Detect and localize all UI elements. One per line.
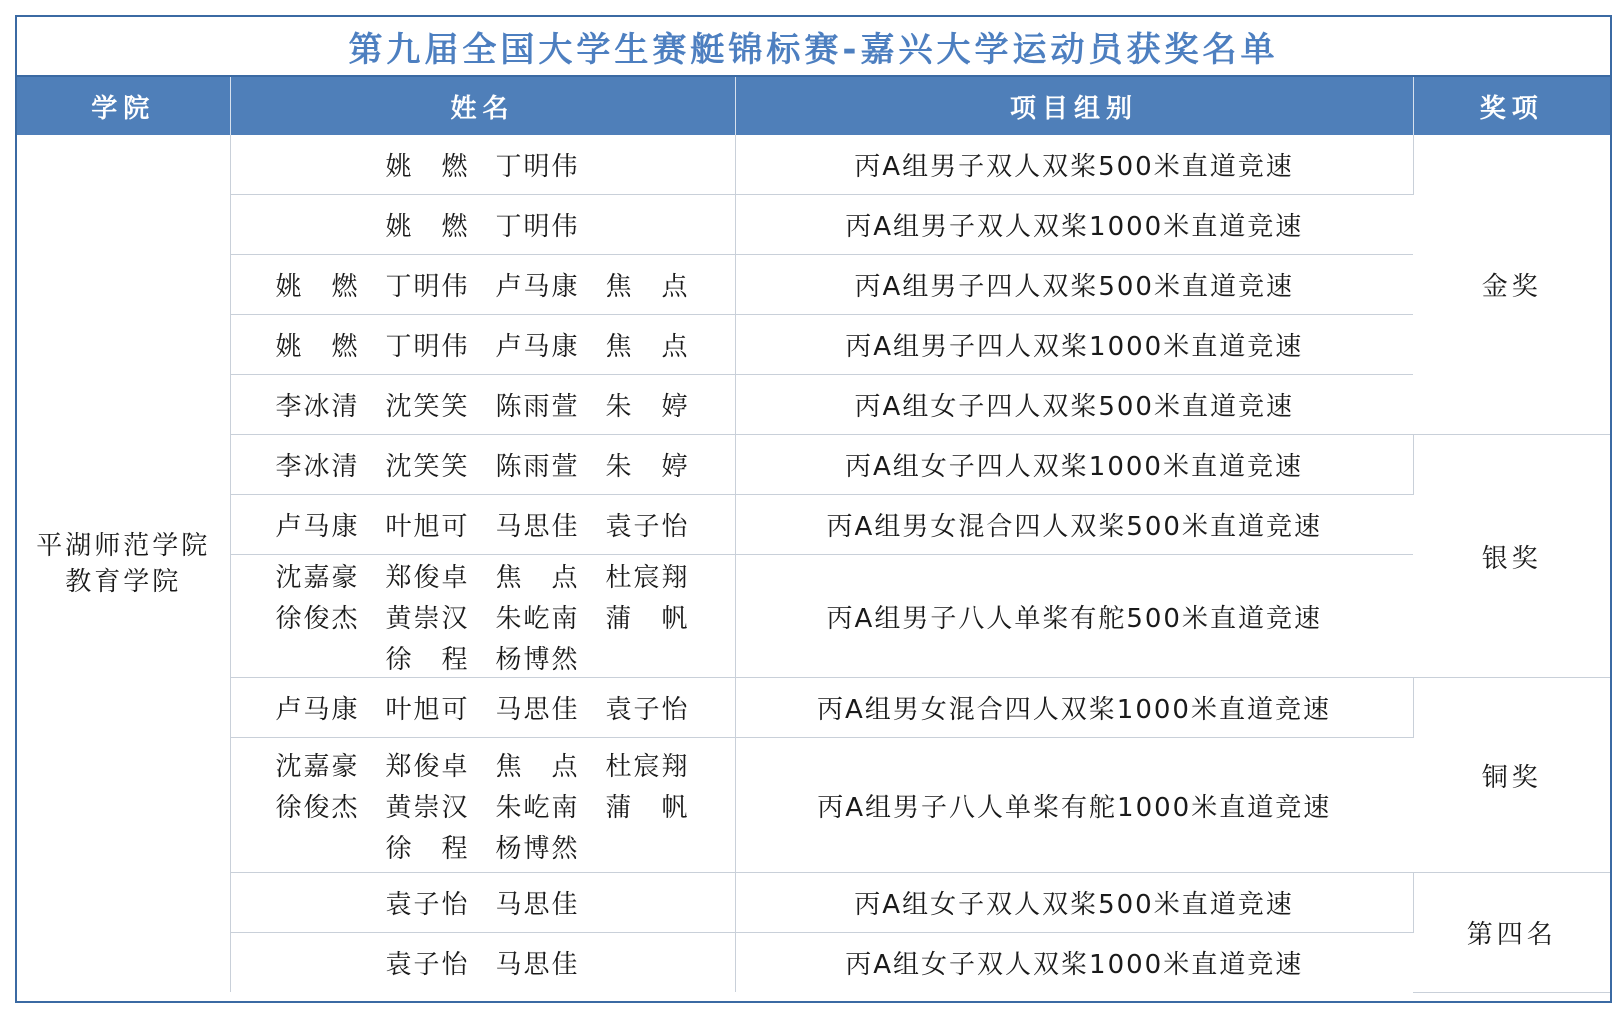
athlete-name: 姚 燃 [385,212,470,242]
athlete-name-line [385,828,579,865]
table-row [17,255,1610,315]
athlete-names [275,746,689,865]
event-cell: 丙A组男子四人双桨1000米直道竞速 [735,315,1413,375]
athlete-name: 姚 燃 [275,332,360,362]
athlete-name-line [385,884,579,921]
athlete-name: 丁明伟 [495,152,580,182]
event-cell: 丙A组女子四人双桨500米直道竞速 [735,375,1413,435]
names-cell [230,255,735,315]
athlete-names [275,386,689,423]
event-cell: 丙A组女子双人双桨1000米直道竞速 [845,950,1304,980]
athlete-name-line [385,944,579,981]
athlete-name: 朱 婷 [605,392,690,422]
athlete-names [275,506,689,543]
event-cell: 丙A组男子八人单桨有舵1000米直道竞速 [735,738,1413,873]
names-cell [230,495,735,555]
header-name: 姓名 [230,77,735,135]
athlete-names [275,266,689,303]
athlete-name: 焦 点 [495,562,580,593]
athlete-name: 黄崇汉 [385,792,470,823]
athlete-name-line [275,787,689,824]
athlete-name: 卢马康 [275,512,360,542]
athlete-name: 杜宸翔 [605,751,690,782]
athlete-name: 沈笑笑 [385,452,470,482]
college-line-1: 平湖师范学院 [36,530,211,561]
header-event: 项目组别 [735,77,1413,135]
award-gold-cell: 金奖 [1413,135,1610,435]
athlete-names [385,206,579,243]
athlete-name: 李冰清 [275,392,360,422]
table-row [17,555,1610,678]
names-cell [230,678,735,738]
athlete-name: 朱屹南 [495,792,580,823]
header-college: 学院 [17,77,230,135]
athlete-name: 丁明伟 [385,272,470,302]
event-cell: 丙A组男子双人双桨1000米直道竞速 [735,195,1413,255]
athlete-name-line [275,446,689,483]
athlete-name: 沈嘉豪 [275,751,360,782]
athlete-name: 卢马康 [495,332,580,362]
athlete-name: 徐俊杰 [275,792,360,823]
names-cell [230,375,735,435]
athlete-name: 杜宸翔 [605,562,690,593]
athlete-name: 姚 燃 [385,152,470,182]
athlete-name: 马思佳 [495,512,580,542]
athlete-name-line [275,386,689,423]
table-row [17,678,1610,738]
athlete-name-line [275,746,689,783]
header-row [17,77,1610,135]
table-row [17,495,1610,555]
names-cell [230,435,735,495]
athlete-name: 杨博然 [495,833,580,864]
athlete-name: 叶旭可 [385,512,470,542]
athlete-names [275,557,689,676]
table-row [17,435,1610,495]
award-table [17,77,1610,993]
athlete-name: 卢马康 [275,695,360,725]
athlete-name: 沈嘉豪 [275,562,360,593]
table-row [17,315,1610,375]
athlete-name: 卢马康 [495,272,580,302]
award-bronze-cell: 铜奖 [1413,678,1610,873]
athlete-names [275,689,689,726]
athlete-name: 徐 程 [385,644,470,675]
award-table-body [17,135,1610,992]
athlete-name-line [275,506,689,543]
names-cell [230,315,735,375]
athlete-name-line [275,326,689,363]
athlete-names [385,884,579,921]
athlete-name: 李冰清 [275,452,360,482]
athlete-name: 徐俊杰 [275,603,360,634]
names-cell [230,933,735,993]
table-row [17,933,1610,993]
names-cell [230,135,735,195]
names-cell [230,555,735,678]
table-row [17,135,1610,195]
athlete-name: 杨博然 [495,644,580,675]
athlete-name: 丁明伟 [495,212,580,242]
athlete-name: 沈笑笑 [385,392,470,422]
athlete-name: 朱 婷 [605,452,690,482]
event-cell: 丙A组女子四人双桨1000米直道竞速 [735,435,1413,495]
athlete-name: 徐 程 [385,833,470,864]
athlete-name: 马思佳 [495,950,580,980]
athlete-name: 郑俊卓 [385,562,470,593]
athlete-name: 袁子怡 [605,695,690,725]
athlete-name: 姚 燃 [275,272,360,302]
event-cell: 丙A组男子双人双桨500米直道竞速 [735,135,1413,195]
athlete-name-line [385,639,579,676]
athlete-names [385,146,579,183]
athlete-name: 马思佳 [495,695,580,725]
athlete-name-line [275,598,689,635]
event-cell: 丙A组男子八人单桨有舵500米直道竞速 [735,555,1413,678]
athlete-name: 陈雨萱 [495,392,580,422]
athlete-name: 焦 点 [605,332,690,362]
college-line-2: 教育学院 [65,566,182,597]
table-row [17,195,1610,255]
athlete-name: 袁子怡 [385,950,470,980]
athlete-name: 丁明伟 [385,332,470,362]
athlete-name: 朱屹南 [495,603,580,634]
sheet-title: 第九届全国大学生赛艇锦标赛-嘉兴大学运动员获奖名单 [17,17,1610,77]
athlete-name-line [275,557,689,594]
athlete-name: 袁子怡 [385,890,470,920]
athlete-name-line [385,206,579,243]
college-cell [17,135,230,992]
athlete-name: 袁子怡 [605,512,690,542]
athlete-name-line [275,266,689,303]
award-list-sheet [15,15,1612,1003]
award-silver-cell: 银奖 [1413,435,1610,678]
athlete-name-line [385,146,579,183]
event-cell: 丙A组男女混合四人双桨500米直道竞速 [735,495,1413,555]
athlete-name: 郑俊卓 [385,751,470,782]
table-row [17,873,1610,933]
athlete-name: 蒲 帆 [605,603,690,634]
table-row [17,738,1610,873]
athlete-name: 焦 点 [605,272,690,302]
athlete-name: 马思佳 [495,890,580,920]
athlete-name: 陈雨萱 [495,452,580,482]
athlete-names [385,944,579,981]
award-fourth-cell: 第四名 [1413,873,1610,993]
athlete-name: 蒲 帆 [605,792,690,823]
athlete-names [275,326,689,363]
athlete-names [275,446,689,483]
names-cell [230,738,735,873]
names-cell [230,873,735,933]
names-cell [230,195,735,255]
athlete-name: 黄崇汉 [385,603,470,634]
table-row [17,375,1610,435]
athlete-name: 焦 点 [495,751,580,782]
event-cell: 丙A组男子四人双桨500米直道竞速 [735,255,1413,315]
athlete-name: 叶旭可 [385,695,470,725]
event-cell: 丙A组女子双人双桨500米直道竞速 [735,873,1413,933]
event-cell: 丙A组男女混合四人双桨1000米直道竞速 [735,678,1413,738]
athlete-name-line [275,689,689,726]
header-award: 奖项 [1413,77,1610,135]
